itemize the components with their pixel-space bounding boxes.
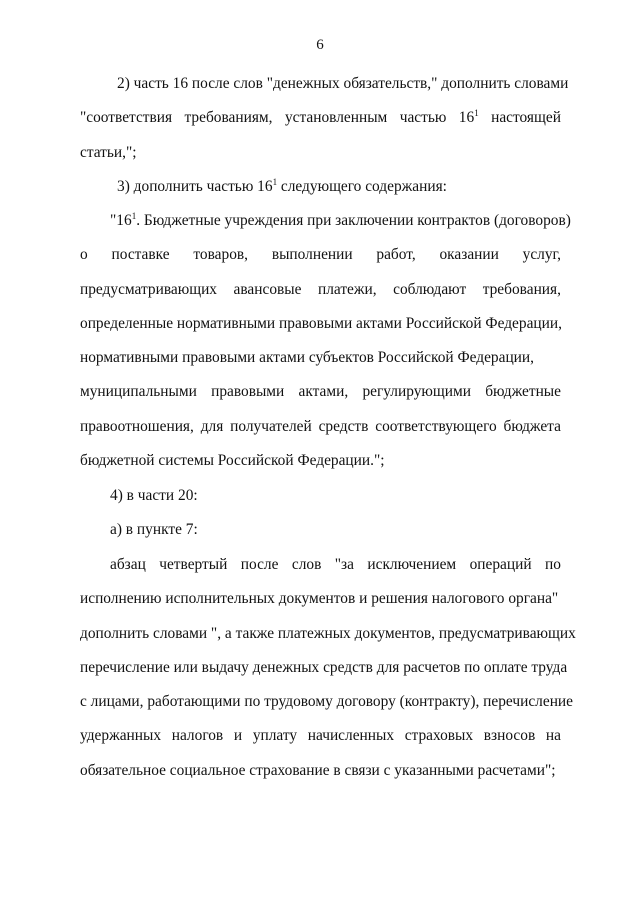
- abzac-line-4: перечисление или выдачу денежных средств для расчетов по оплате труда: [80, 658, 568, 676]
- abzac-line-6: [80, 719, 561, 753]
- word: "за: [334, 556, 354, 573]
- word: для: [200, 417, 224, 435]
- word: частью: [399, 109, 447, 127]
- word: средств: [318, 417, 369, 435]
- word: актами,: [298, 383, 349, 401]
- word: работ,: [376, 246, 416, 264]
- superscript: 1: [272, 176, 278, 187]
- word: соответствующего: [375, 417, 497, 435]
- word: установленным: [284, 109, 388, 127]
- word: требования,: [482, 280, 561, 298]
- word: и: [233, 727, 243, 745]
- word: начисленных: [307, 727, 395, 745]
- word: налогов: [171, 727, 224, 745]
- part-16-1-line-7: [80, 410, 561, 444]
- word: о: [80, 246, 88, 264]
- word: предусматривающих: [80, 280, 218, 298]
- word: оказании: [439, 246, 499, 264]
- part-16-1-line-1: "$16^1$. Бюджетные учреждения при заключении контрактов (договоров): [110, 210, 571, 229]
- part-16-1-line-5: нормативными правовыми актами субъектов Российской Федерации,: [80, 349, 535, 367]
- item-4-title: 4) в части 20:: [110, 487, 198, 504]
- abzac-line-5: с лицами, работающими по трудовому договору (контракту), перечисление: [80, 693, 574, 711]
- item-3-line: 3) дополнить частью $16^1$ следующего содержания:: [117, 176, 447, 195]
- word: бюджета: [503, 417, 561, 435]
- page-number: 6: [316, 37, 324, 53]
- word: товаров,: [193, 246, 249, 264]
- part-16-1-line-8: бюджетной системы Российской Федерации.";: [80, 452, 385, 470]
- item-4-heading: [80, 479, 561, 548]
- part-16-1-paragraph: [80, 204, 571, 478]
- word: абзац: [110, 556, 146, 573]
- word: регулирующими: [362, 383, 471, 401]
- word: взносов: [483, 727, 536, 745]
- word: после: [240, 556, 279, 573]
- word: правовыми: [211, 383, 285, 401]
- part-16-1-line-2: [80, 238, 561, 272]
- word: страховых: [404, 727, 474, 745]
- part-16-1-line-4: определенные нормативными правовыми актами Российской Федерации,: [80, 314, 562, 332]
- word: правоотношения,: [80, 417, 194, 435]
- word: получателей: [230, 417, 312, 435]
- word: соблюдают: [393, 280, 467, 298]
- word: "соответствия: [80, 109, 173, 127]
- word: слов: [291, 556, 322, 573]
- item-4-subitem-a: а) в пункте 7:: [110, 521, 198, 539]
- word: поставке: [111, 246, 170, 264]
- item-2-paragraph: [80, 67, 569, 170]
- word: настоящей: [491, 109, 561, 127]
- abzac-line-2: исполнению исполнительных документов и решения налогового органа": [80, 590, 559, 608]
- word: выполнении: [271, 246, 353, 264]
- word: четвертый: [159, 556, 228, 573]
- word: удержанных: [80, 727, 162, 745]
- item-2-line-1: 2) часть 16 после слов "денежных обязательств," дополнить словами: [117, 75, 569, 92]
- word: муниципальными: [80, 383, 197, 401]
- word: требованиям,: [184, 109, 273, 127]
- word: уплату: [252, 727, 298, 745]
- abzac-line-7: обязательное социальное страхование в связи с указанными расчетами";: [80, 761, 556, 779]
- word: услуг,: [522, 246, 561, 264]
- word: платежи,: [317, 280, 377, 298]
- abzac-line-3: дополнить словами ", а также платежных документов, предусматривающих: [80, 624, 576, 642]
- superscript: 1: [131, 210, 137, 221]
- word: авансовые: [233, 280, 302, 298]
- paragraph-4th-abzac: [80, 548, 576, 788]
- part-16-1-line-3: [80, 273, 561, 307]
- word: на: [545, 727, 561, 745]
- item-2-line-2: [80, 101, 561, 135]
- item-2-line-3: статьи,";: [80, 143, 137, 161]
- abzac-line-1: [80, 548, 561, 582]
- superscript: 1: [474, 108, 479, 119]
- word: исключением: [367, 556, 457, 573]
- word: по: [545, 556, 561, 573]
- word: бюджетные: [485, 383, 561, 401]
- item-3-paragraph: [80, 170, 561, 204]
- part-16-1-line-6: [80, 375, 561, 409]
- word-with-superscript: $16^1$: [458, 108, 479, 127]
- word: операций: [469, 556, 532, 573]
